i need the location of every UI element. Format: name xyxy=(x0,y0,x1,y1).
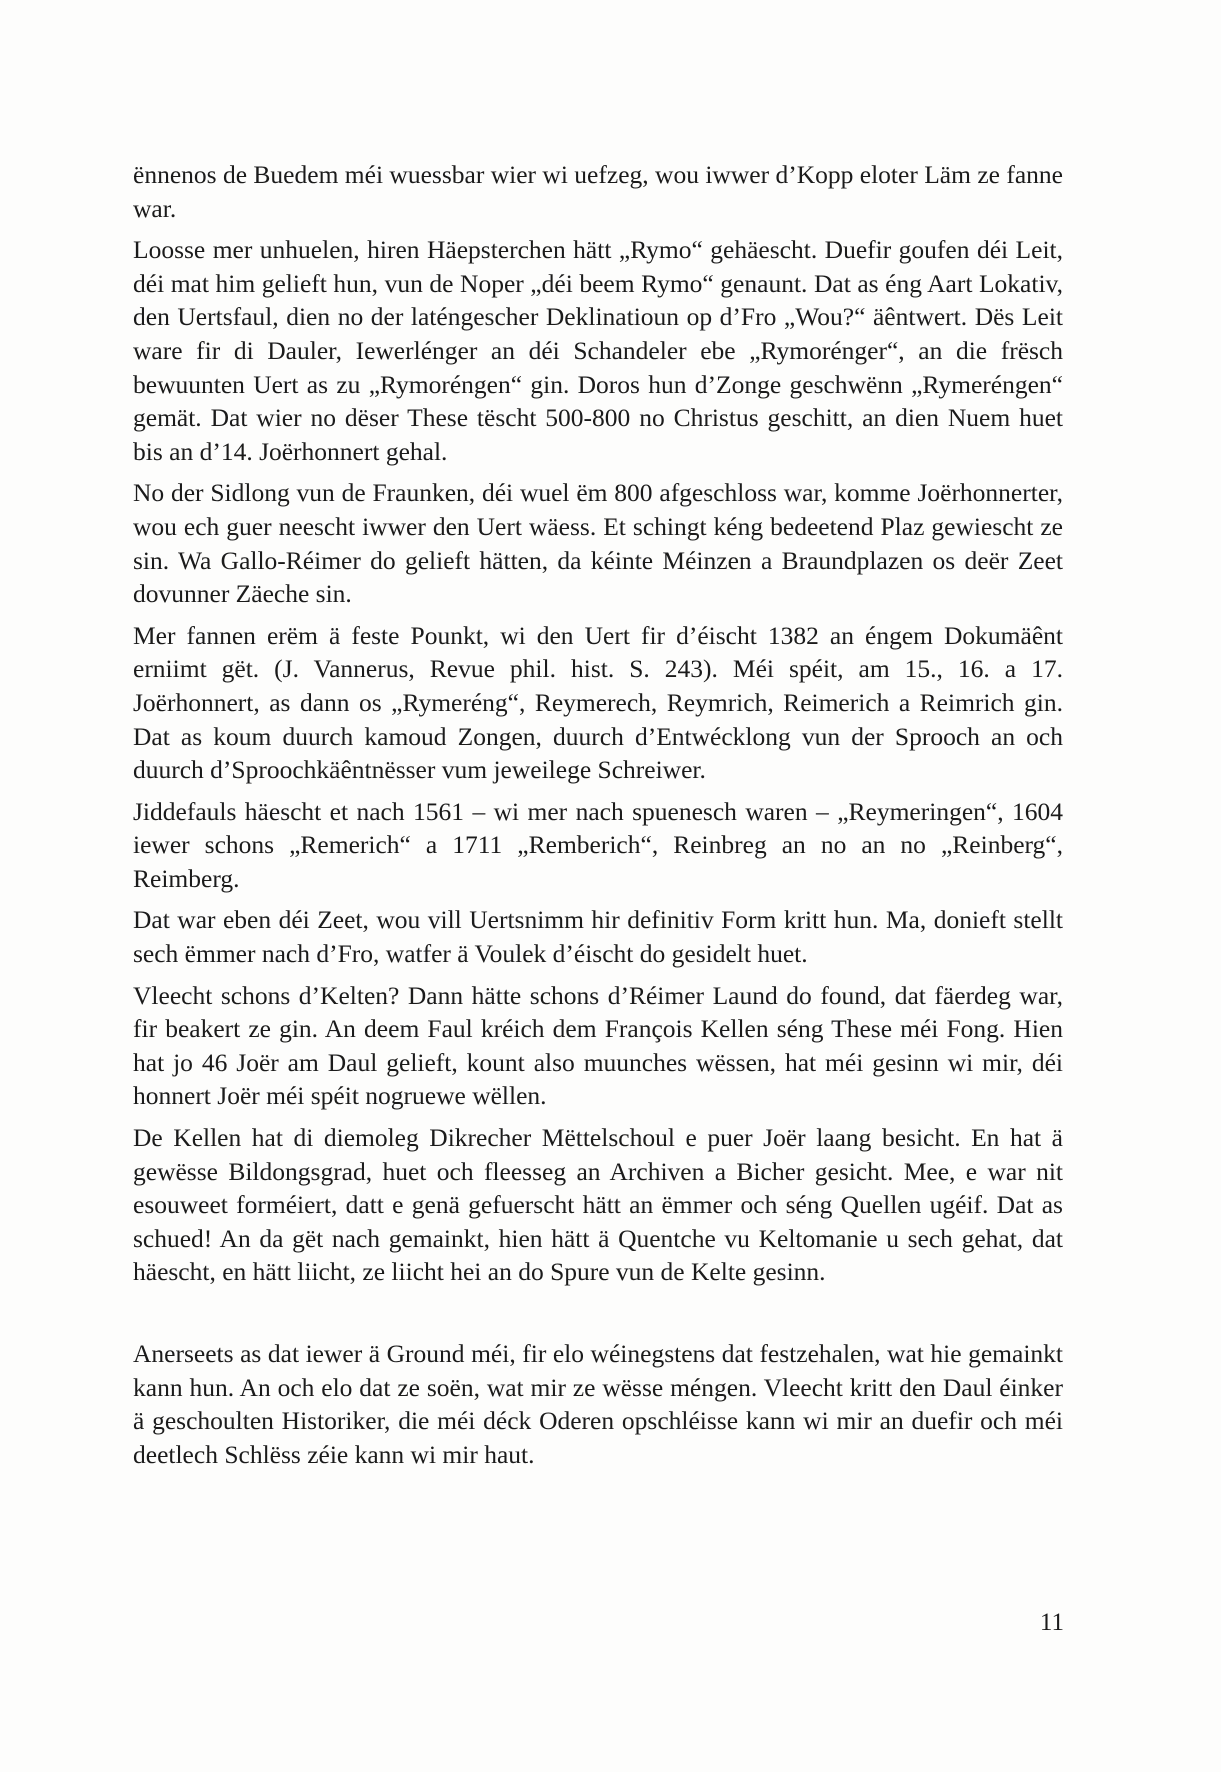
paragraph: Jiddefauls häescht et nach 1561 – wi mer nach spuenesch waren – „Reymeringen“, 1604 iewer schons „Remerich“ a 1711 „Remberich“, Reinbreg an no an no „Reinberg“, Reimberg. xyxy=(133,796,1063,893)
paragraph: Anerseets as dat iewer ä Ground méi, fir elo wéinegstens dat festzehalen, wat hie gemainkt kann hun. An och elo dat ze soën, wat mir ze wësse méngen. Vleecht kritt den Daul éinker ä geschoulten Historiker, die méi déck Oderen opschléisse kann wi mir an duefir och méi deetlech Schlëss zéie kann wi mir haut. xyxy=(133,1339,1063,1469)
paragraph: No der Sidlong vun de Fraunken, déi wuel ëm 800 afgeschloss war, komme Joërhonnerter, wou ech guer neescht iwwer den Uert wäess. Et schingt kéng bedeetend Plaz gewiescht ze sin. Wa Gallo-Réimer do gelieft hätten, da kéinte Méinzen a Braundplazen os deër Zeet dovunner Zäeche sin. xyxy=(133,478,1063,609)
paragraph: Loosse mer unhuelen, hiren Häepsterchen hätt „Rymo“ gehäescht. Duefir goufen déi Leit, déi mat him gelieft hun, vun de Noper „déi beem Rymo“ genaunt. Dat as éng Aart Lokativ, den Uertsfaul, dien no der laténgescher Deklinatioun op d’Fro „Wou?“ äêntwert. Dës Leit ware fir di Dauler, Iewerlénger an déi Schandeler ebe „Rymorénger“, an die frësch bewuunten Uert as zu „Rymoréngen“ gin. Doros hun d’Zonge geschwënn „Rymeréngen“ gemät. Dat wier no dëser These tëscht 500-800 no Christus geschitt, an dien Nuem huet bis an d’14. Joërhonnert gehal. xyxy=(133,235,1063,466)
paragraph: Vleecht schons d’Kelten? Dann hätte schons d’Réimer Laund do found, dat fäerdeg war, fir beakert ze gin. An deem Faul kréich dem François Kellen séng These méi Fong. Hien hat jo 46 Joër am Daul gelieft, kount also muunches wëssen, hat méi gesinn wi mir, déi honnert Joër méi spéit nogruewe wëllen. xyxy=(133,980,1063,1111)
paragraph: ënnenos de Buedem méi wuessbar wier wi uefzeg, wou iwwer d’Kopp eloter Läm ze fanne war. xyxy=(133,160,1063,223)
paragraph: Dat war eben déi Zeet, wou vill Uertsnimm hir definitiv Form kritt hun. Ma, donieft stellt sech ëmmer nach d’Fro, watfer ä Voulek d’éischt do gesidelt huet. xyxy=(133,905,1063,969)
paragraph: De Kellen hat di diemoleg Dikrecher Mëttelschoul e puer Joër laang besicht. En hat ä gewësse Bildongsgrad, huet och fleesseg an Archiven a Bicher gesicht. Mee, e war nit esouweet forméiert, datt e genä gefuerscht hätt an ëmmer och séng Quellen ugéif. Dat as schued! An da gët nach gemainkt, hien hätt ä Quentche vu Keltomanie u sech gehat, dat häescht, en hätt liicht, ze liicht hei an do Spure vun de Kelte gesinn. xyxy=(133,1123,1063,1287)
paragraph: Mer fannen erëm ä feste Pounkt, wi den Uert fir d’éischt 1382 an éngem Dokumäênt erniimt gët. (J. Vannerus, Revue phil. hist. S. 243). Méi spéit, am 15., 16. a 17. Joërhonnert, as dann os „Rymeréng“, Reymerech, Reymrich, Reimerich a Reimrich gin. Dat as koum duurch kamoud Zongen, duurch d’Entwécklong vun der Sprooch an och duurch d’Sproochkäêntnësser vum jeweilege Schreiwer. xyxy=(133,620,1063,785)
body-text xyxy=(133,158,1063,1479)
page-number: 11 xyxy=(1039,1609,1064,1636)
